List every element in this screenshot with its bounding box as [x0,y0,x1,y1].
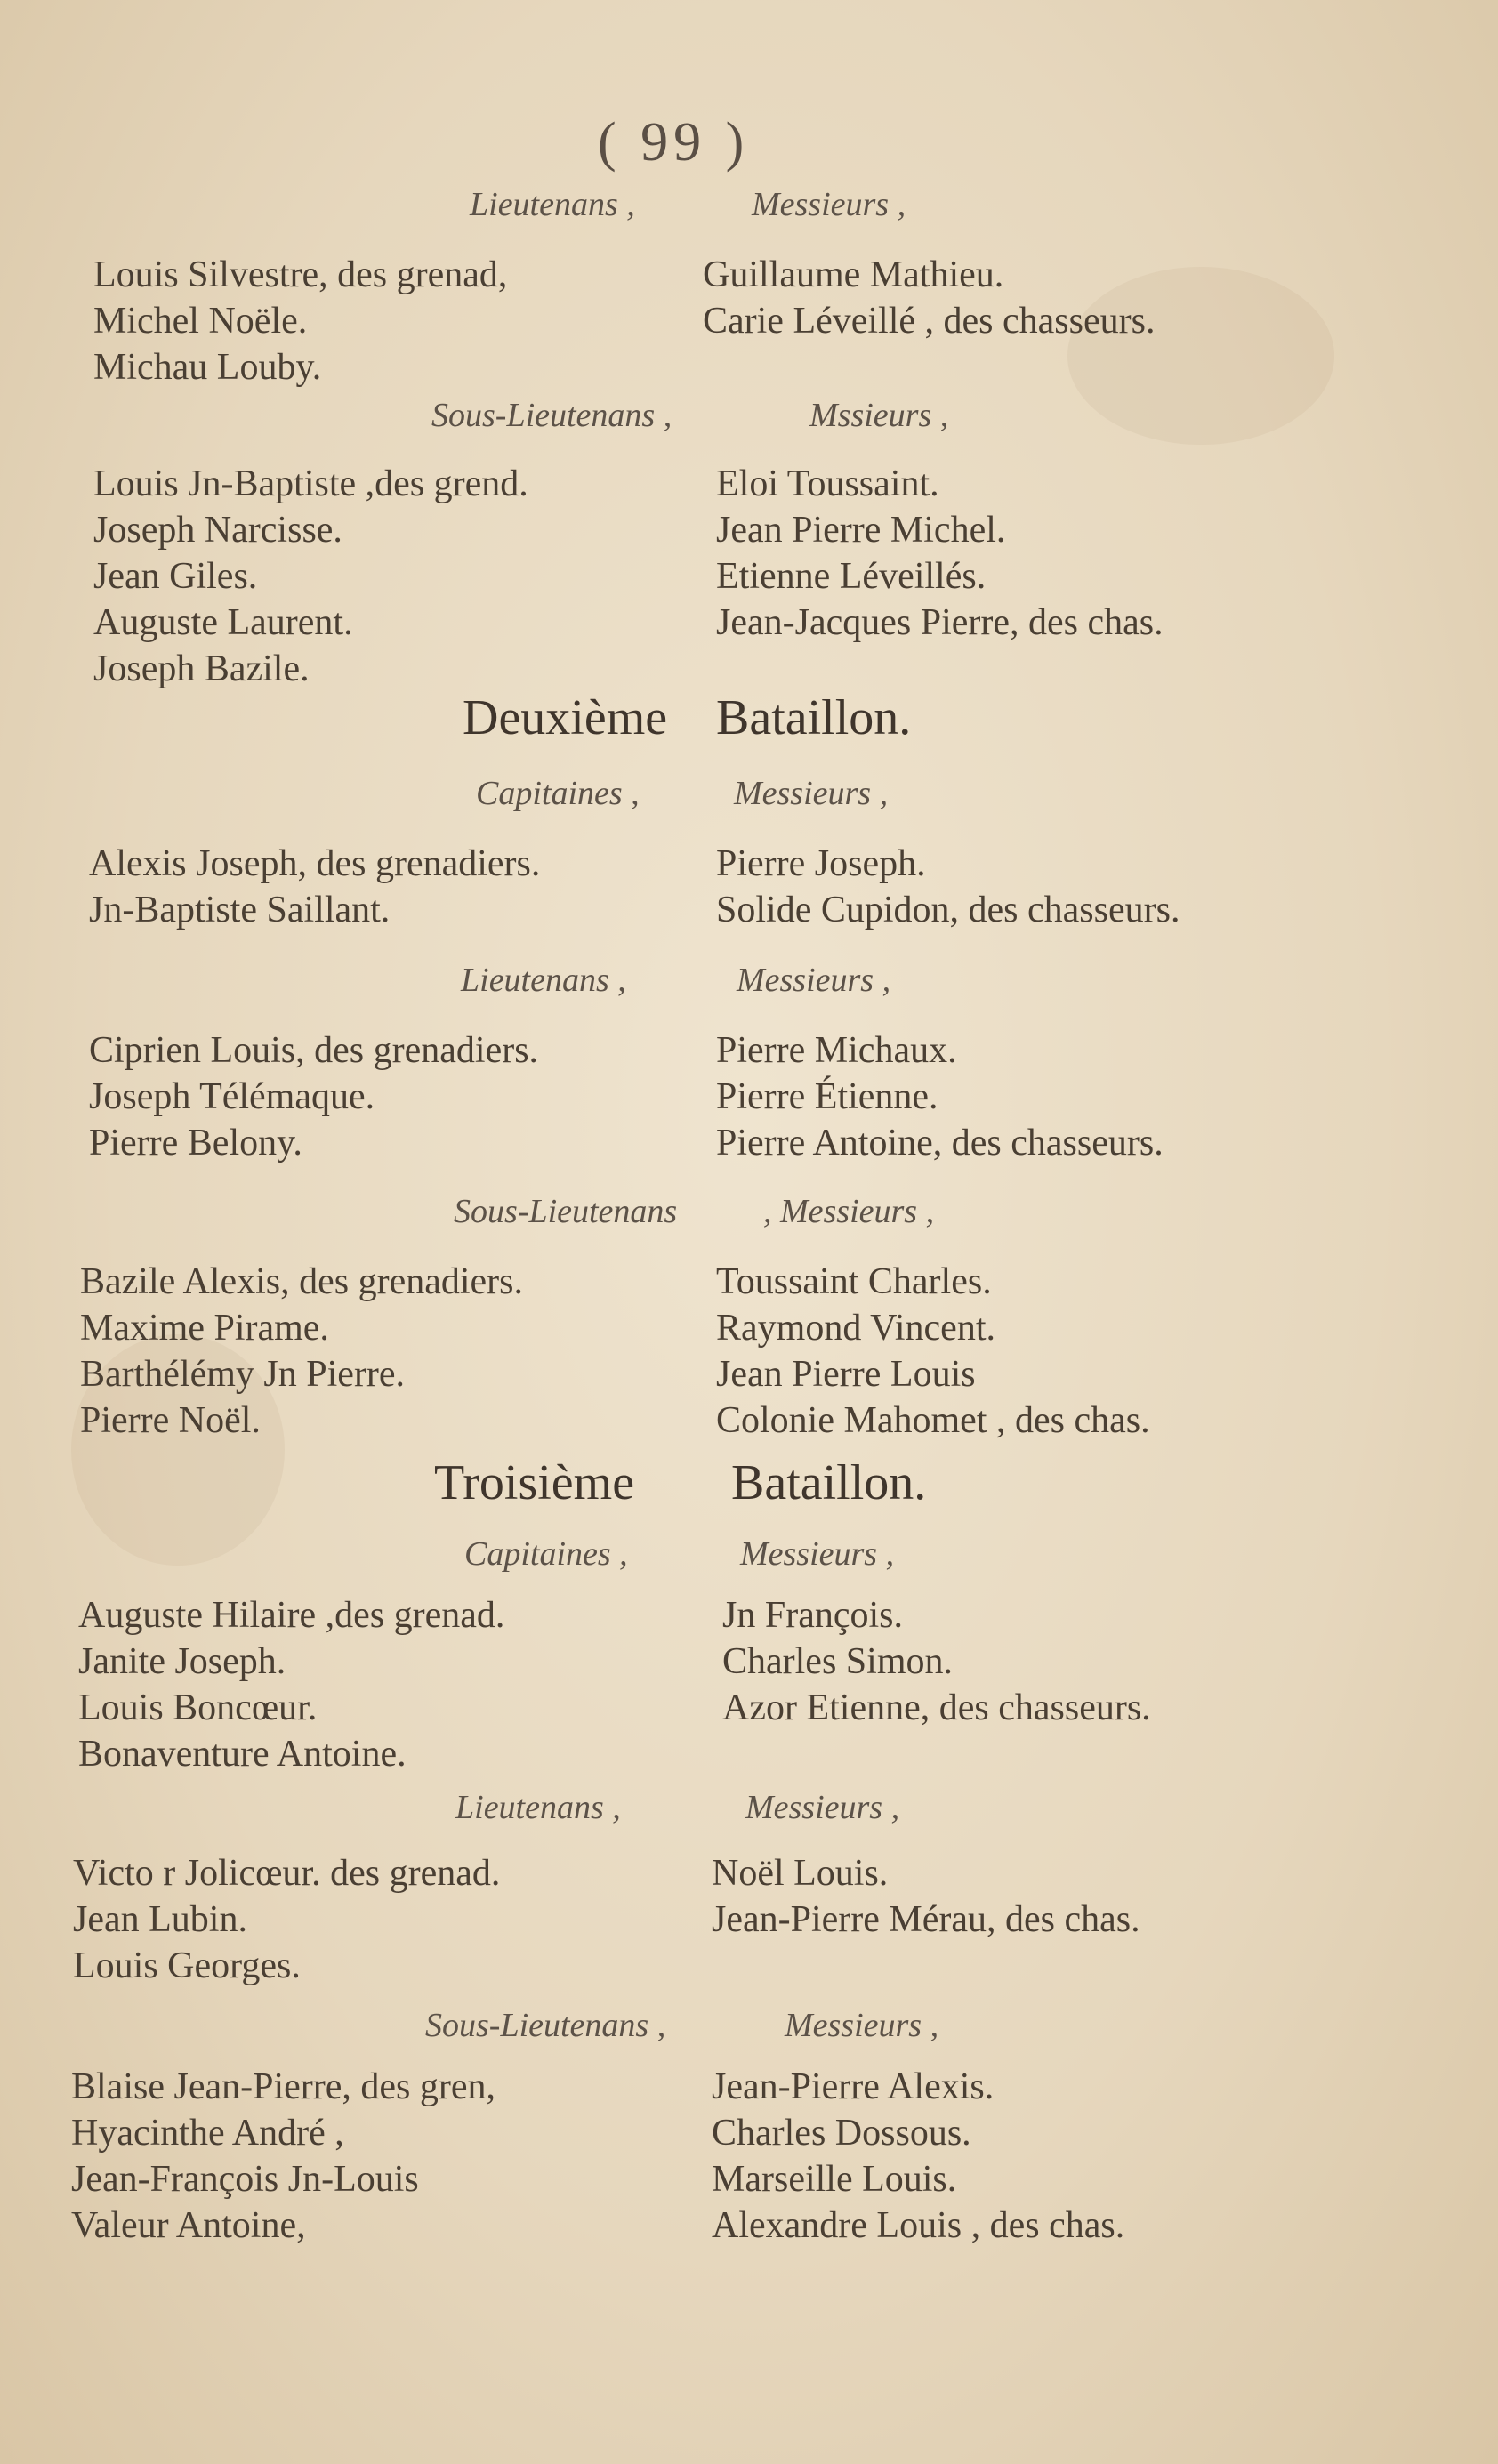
name-entry: Louis Boncœur. [78,1687,318,1728]
name-entry: Jean-Pierre Alexis. [712,2066,995,2107]
name-entry: Pierre Étienne. [716,1076,938,1117]
name-entry: Joseph Télémaque. [89,1076,375,1117]
name-entry: Marseille Louis. [712,2159,957,2200]
name-entry: Michau Louby. [93,347,322,388]
name-entry: Hyacinthe André , [71,2113,344,2154]
section-header-right: Messieurs , [752,186,906,223]
section-header-left: Capitaines , [464,1535,628,1573]
name-entry: Ciprien Louis, des grenadiers. [89,1030,539,1071]
name-entry: Jean-Jacques Pierre, des chas. [716,602,1164,643]
section-header-left: Lieutenans , [470,186,635,223]
name-entry: Solide Cupidon, des chasseurs. [716,890,1180,930]
name-entry: Jean Pierre Michel. [716,510,1006,551]
name-entry: Jn-Baptiste Saillant. [89,890,391,930]
names-left [93,461,528,692]
section-header-right: Messieurs , [740,1535,895,1573]
name-entry: Bonaventure Antoine. [78,1734,407,1775]
name-entry: Alexis Joseph, des grenadiers. [89,843,541,884]
section-header-left: Sous-Lieutenans , [431,397,672,434]
section-header-right: Messieurs , [734,775,889,812]
names-left [71,2064,495,2249]
battalion-heading-left: Deuxième [463,690,668,745]
name-entry: Louis Silvestre, des grenad, [93,254,508,295]
names-right [722,1592,1151,1731]
section-header-left: Capitaines , [476,775,640,812]
section-header-right: Mssieurs , [809,397,949,434]
battalion-heading-right: Bataillon. [731,1455,927,1510]
name-entry: Jean-François Jn-Louis [71,2159,419,2200]
name-entry: Louis Jn-Baptiste ,des grend. [93,463,528,504]
section-header-right: , Messieurs , [763,1193,935,1230]
name-entry: Colonie Mahomet , des chas. [716,1400,1150,1441]
name-entry: Azor Etienne, des chasseurs. [722,1687,1151,1728]
name-entry: Joseph Bazile. [93,648,310,689]
name-entry: Charles Dossous. [712,2113,971,2154]
name-entry: Auguste Laurent. [93,602,353,643]
name-entry: Charles Simon. [722,1641,953,1682]
name-entry: Guillaume Mathieu. [703,254,1004,295]
name-entry: Barthélémy Jn Pierre. [80,1354,406,1395]
name-entry: Pierre Michaux. [716,1030,957,1071]
names-left [78,1592,504,1777]
section-header-left: Sous-Lieutenans [454,1193,678,1230]
name-entry: Jean Lubin. [73,1899,247,1940]
name-entry: Carie Léveillé , des chasseurs. [703,301,1156,342]
name-entry: Jean Giles. [93,556,258,597]
names-right [712,2064,1124,2249]
names-left [80,1259,523,1444]
names-right [712,1850,1140,1943]
names-left [73,1850,500,1989]
name-entry: Jean Pierre Louis [716,1354,976,1395]
name-entry: Bazile Alexis, des grenadiers. [80,1261,524,1302]
names-right [716,1027,1164,1166]
names-left [93,252,507,391]
name-entry: Victo r Jolicœur. des grenad. [73,1853,501,1894]
section-header-right: Messieurs , [785,2007,939,2044]
name-entry: Jean-Pierre Mérau, des chas. [712,1899,1140,1940]
section-header-left: Lieutenans , [461,962,626,999]
name-entry: Janite Joseph. [78,1641,286,1682]
name-entry: Raymond Vincent. [716,1308,995,1349]
names-left [89,1027,538,1166]
names-right [716,1259,1150,1444]
section-header-left: Lieutenans , [455,1789,621,1826]
name-entry: Valeur Antoine, [71,2205,306,2246]
page-number: ( 99 ) [598,112,750,173]
name-entry: Pierre Antoine, des chasseurs. [716,1123,1164,1164]
name-entry: Joseph Narcisse. [93,510,342,551]
name-entry: Maxime Pirame. [80,1308,329,1349]
battalion-heading-right: Bataillon. [716,690,912,745]
name-entry: Michel Noële. [93,301,308,342]
name-entry: Toussaint Charles. [716,1261,992,1302]
names-right [716,461,1164,646]
name-entry: Pierre Joseph. [716,843,926,884]
names-right [716,841,1180,933]
section-header-right: Messieurs , [745,1789,900,1826]
name-entry: Jn François. [722,1595,903,1636]
name-entry: Pierre Noël. [80,1400,261,1441]
name-entry: Noël Louis. [712,1853,889,1894]
names-left [89,841,540,933]
section-header-right: Messieurs , [737,962,891,999]
section-header-left: Sous-Lieutenans , [425,2007,666,2044]
name-entry: Auguste Hilaire ,des grenad. [78,1595,505,1636]
names-right [703,252,1155,344]
name-entry: Louis Georges. [73,1945,301,1986]
name-entry: Blaise Jean-Pierre, des gren, [71,2066,495,2107]
name-entry: Eloi Toussaint. [716,463,939,504]
battalion-heading-left: Troisième [434,1455,635,1510]
name-entry: Alexandre Louis , des chas. [712,2205,1125,2246]
name-entry: Pierre Belony. [89,1123,302,1164]
name-entry: Etienne Léveillés. [716,556,987,597]
